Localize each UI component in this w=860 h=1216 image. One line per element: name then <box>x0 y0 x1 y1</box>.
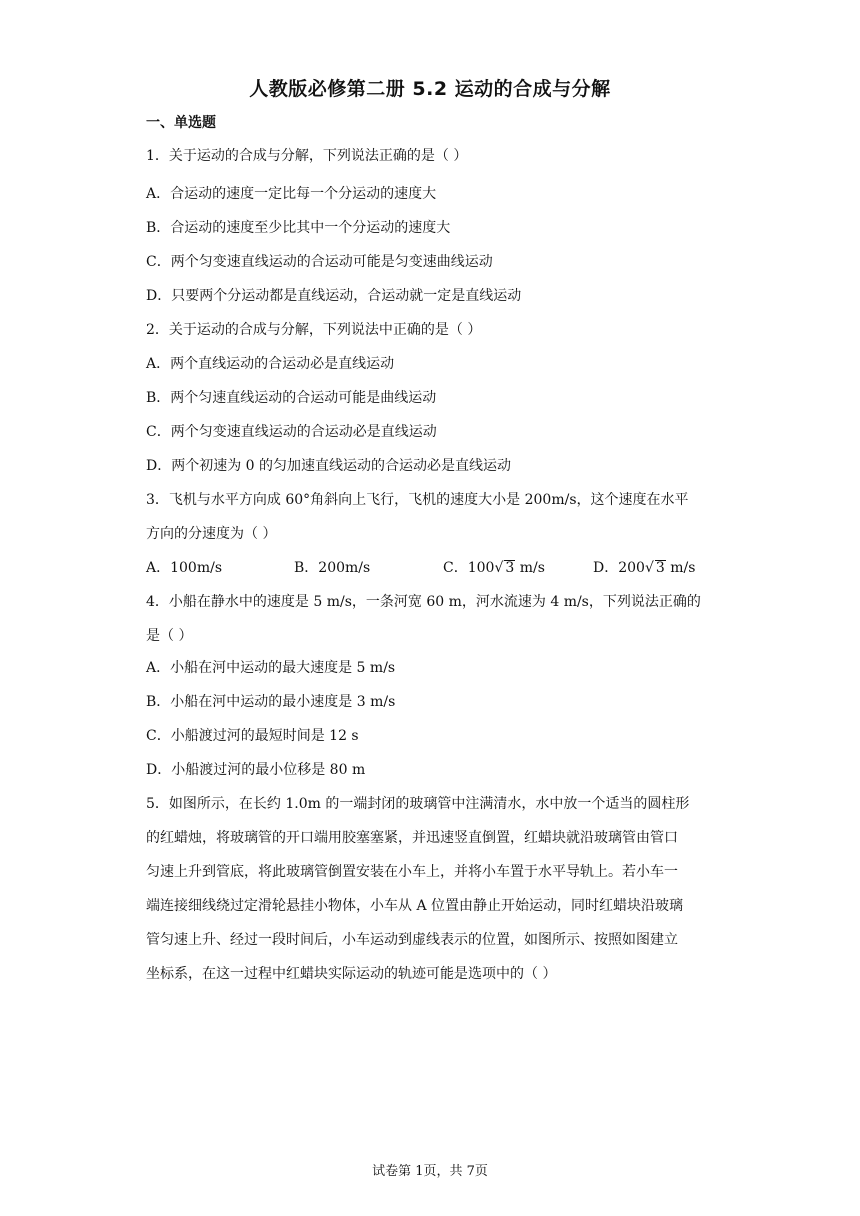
question-3-option-c <box>443 558 545 578</box>
question-4-option-c: C．小船渡过河的最短时间是 12 s <box>146 728 359 744</box>
question-4-option-d: D．小船渡过河的最小位移是 80 m <box>146 762 366 778</box>
question-3-option-d-unit: m/s <box>670 560 696 576</box>
question-2-option-c: C．两个匀变速直线运动的合运动必是直线运动 <box>146 424 437 440</box>
question-3-stem-line-2: 方向的分速度为（ ） <box>146 526 277 542</box>
question-5-line-4: 端连接细线绕过定滑轮悬挂小物体，小车从 A 位置由静止开始运动，同时红蜡块沿玻璃 <box>146 898 684 914</box>
question-4-stem-line-2: 是（ ） <box>146 628 193 644</box>
page-title: 人教版必修第二册 5.2 运动的合成与分解 <box>249 78 611 100</box>
question-3-option-a: A．100m/s <box>146 560 223 576</box>
question-5-line-6: 坐标系，在这一过程中红蜡块实际运动的轨迹可能是选项中的（ ） <box>146 966 557 982</box>
question-5-line-3: 匀速上升到管底，将此玻璃管倒置安装在小车上，并将小车置于水平导轨上。若小车一 <box>146 864 678 880</box>
question-4-stem-line-1: 4．小船在静水中的速度是 5 m/s，一条河宽 60 m，河水流速为 4 m/s，下列说法正确的 <box>146 594 701 610</box>
question-2-stem: 2．关于运动的合成与分解，下列说法中正确的是（ ） <box>146 322 482 338</box>
question-5-line-2: 的红蜡烛，将玻璃管的开口端用胶塞塞紧，并迅速竖直倒置，红蜡块就沿玻璃管由管口 <box>146 830 678 846</box>
sqrt-symbol: √ <box>494 560 504 576</box>
question-2-option-b: B．两个匀速直线运动的合运动可能是曲线运动 <box>146 390 437 406</box>
question-1-stem: 1．关于运动的合成与分解，下列说法正确的是（ ） <box>146 148 468 164</box>
question-4-option-b: B．小船在河中运动的最小速度是 3 m/s <box>146 694 396 710</box>
question-3-option-b: B．200m/s <box>294 560 371 576</box>
sqrt-symbol: √ <box>644 560 654 576</box>
question-4-option-a: A．小船在河中运动的最大速度是 5 m/s <box>146 660 396 676</box>
question-3-option-d <box>593 558 695 578</box>
question-5-line-5: 管匀速上升、经过一段时间后，小车运动到虚线表示的位置，如图所示、按照如图建立 <box>146 932 678 948</box>
page-footer: 试卷第 1页，共 7页 <box>372 1164 488 1179</box>
question-3-stem-line-1: 3．飞机与水平方向成 60°角斜向上飞行，飞机的速度大小是 200m/s，这个速度在水平 <box>146 492 689 508</box>
question-3-option-d-radicand: 3 <box>655 560 665 576</box>
question-3-option-c-unit: m/s <box>519 560 545 576</box>
question-3-option-d-prefix: D．200 <box>593 560 645 576</box>
question-1-option-d: D．只要两个分运动都是直线运动，合运动就一定是直线运动 <box>146 288 522 304</box>
question-5-line-1: 5．如图所示，在长约 1.0m 的一端封闭的玻璃管中注满清水，水中放一个适当的圆柱形 <box>146 796 690 812</box>
question-1-option-a: A．合运动的速度一定比每一个分运动的速度大 <box>146 186 437 202</box>
section-heading: 一、单选题 <box>146 115 216 131</box>
question-1-option-b: B．合运动的速度至少比其中一个分运动的速度大 <box>146 220 451 236</box>
question-3-option-c-prefix: C．100 <box>443 560 495 576</box>
question-2-option-d: D．两个初速为 0 的匀加速直线运动的合运动必是直线运动 <box>146 458 512 474</box>
question-2-option-a: A．两个直线运动的合运动必是直线运动 <box>146 356 395 372</box>
question-3-option-c-radicand: 3 <box>505 560 515 576</box>
question-1-option-c: C．两个匀变速直线运动的合运动可能是匀变速曲线运动 <box>146 254 493 270</box>
